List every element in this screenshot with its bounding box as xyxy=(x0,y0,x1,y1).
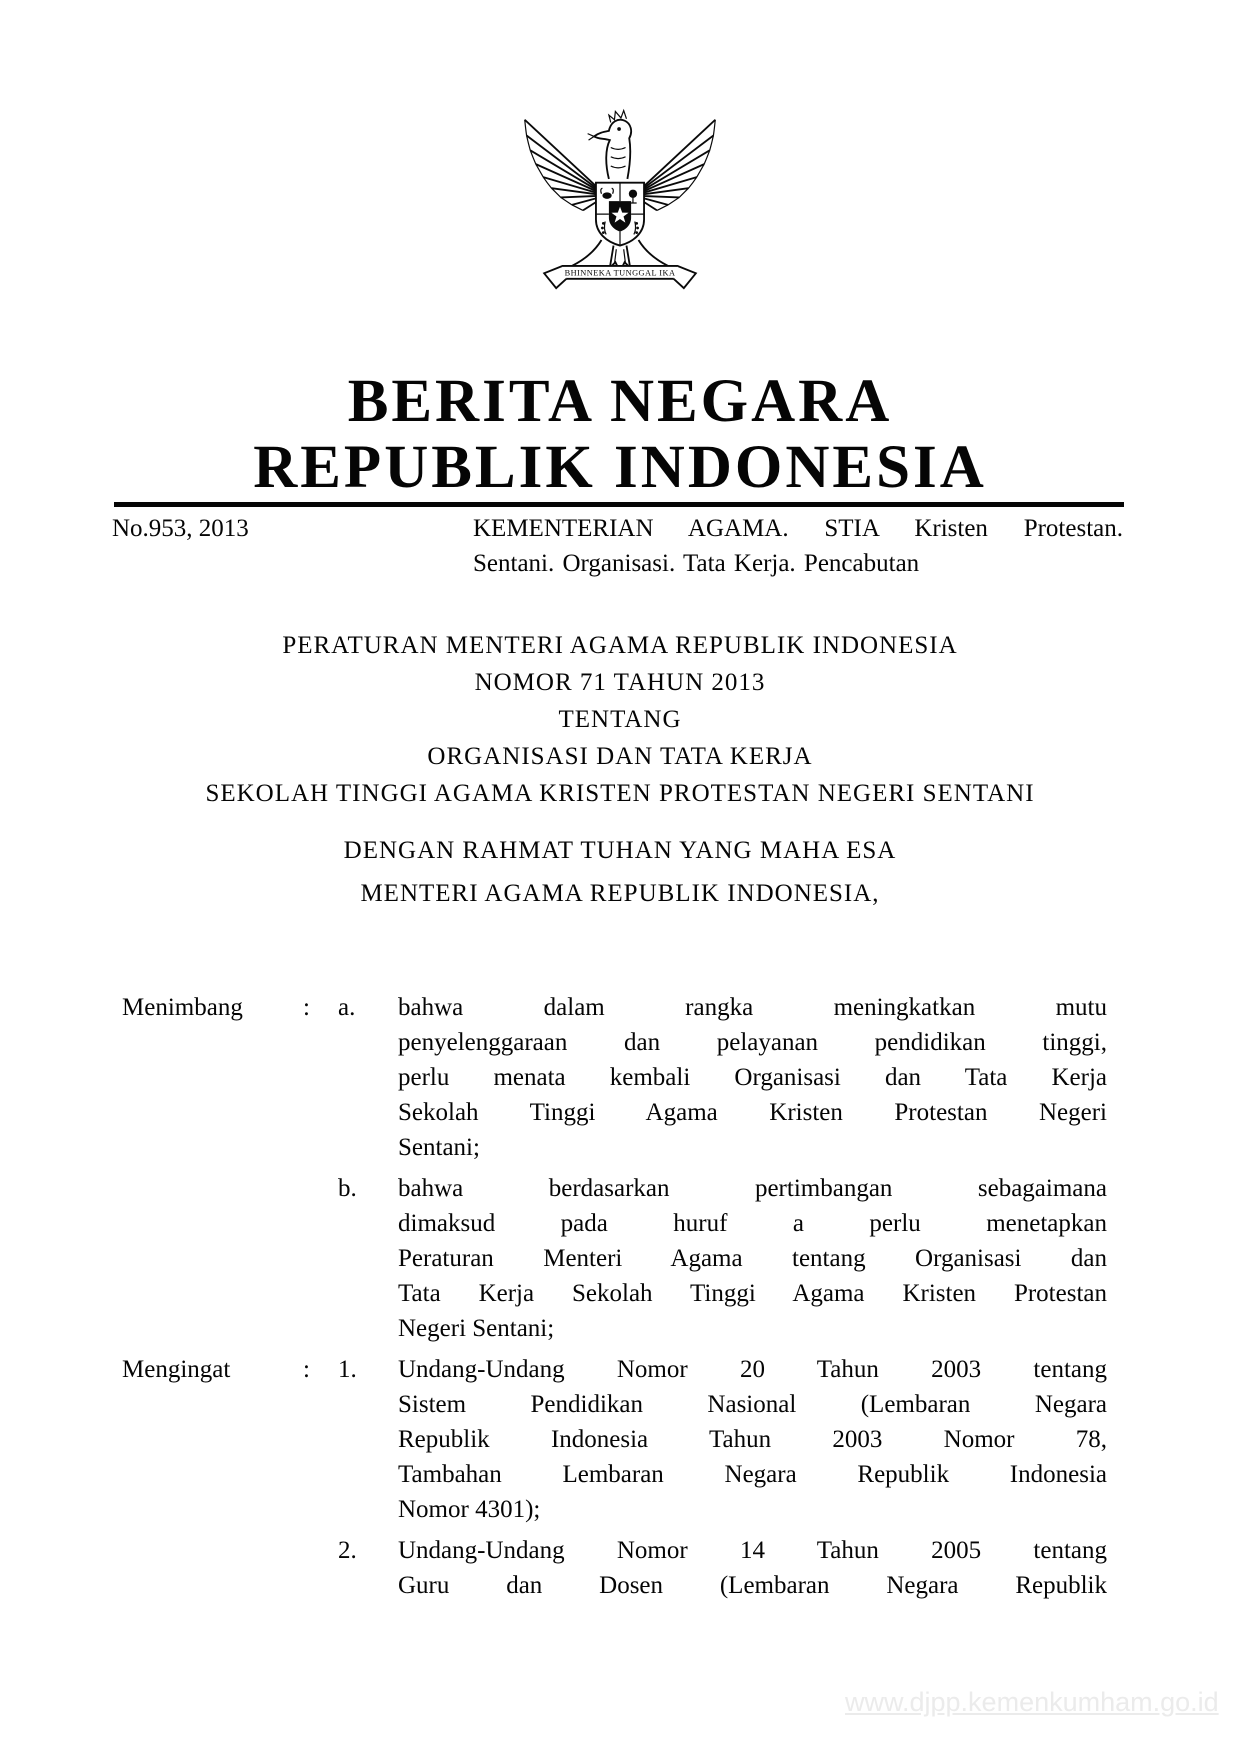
masthead-line: REPUBLIK INDONESIA xyxy=(253,434,987,501)
clause-text-line: Nomor 4301); xyxy=(398,1496,541,1523)
watermark-url: www.djpp.kemenkumham.go.id xyxy=(845,1687,1219,1717)
regulation-title-line: TENTANG xyxy=(558,706,682,733)
clause-text-line: Undang-Undang Nomor 14 Tahun 2005 tentang xyxy=(398,1537,1107,1564)
subject-line: Sentani. Organisasi. Tata Kerja. Pencabutan xyxy=(473,550,920,577)
garuda-pancasila-emblem xyxy=(518,92,722,314)
eagle-head xyxy=(588,111,632,179)
left-wing xyxy=(525,120,606,211)
clause-item-1 xyxy=(338,1352,1107,1527)
item-marker: 1. xyxy=(338,1356,357,1383)
clause-colon: : xyxy=(303,994,310,1021)
regulation-title-line: PERATURAN MENTERI AGAMA REPUBLIK INDONESIA xyxy=(282,632,958,659)
masthead-title xyxy=(0,369,1240,501)
subject-line: KEMENTERIAN AGAMA. STIA Kristen Protestan. xyxy=(473,515,1123,542)
subject-lines xyxy=(473,511,1123,581)
clause-label: Mengingat xyxy=(122,1356,231,1383)
clause-text-line: bahwa dalam rangka meningkatkan mutu xyxy=(398,994,1107,1021)
clause-item-2 xyxy=(338,1533,1107,1603)
clause-text-line: dimaksud pada huruf a perlu menetapkan xyxy=(398,1210,1107,1237)
clause-colon: : xyxy=(303,1356,310,1383)
masthead-divider-rule xyxy=(114,502,1124,507)
masthead-line: BERITA NEGARA xyxy=(347,368,893,435)
item-marker: b. xyxy=(338,1175,357,1202)
right-wing xyxy=(634,120,715,211)
pancasila-shield xyxy=(596,183,644,246)
invocation-line: MENTERI AGAMA REPUBLIK INDONESIA, xyxy=(360,880,880,907)
clause-text-line: Sistem Pendidikan Nasional (Lembaran Negara xyxy=(398,1391,1107,1418)
invocation xyxy=(0,829,1240,915)
clause-item-a xyxy=(338,990,1107,1165)
clause-text-line: Peraturan Menteri Agama tentang Organisasi dan xyxy=(398,1245,1107,1272)
invocation-line: DENGAN RAHMAT TUHAN YANG MAHA ESA xyxy=(343,837,897,864)
clause-section-mengingat xyxy=(122,1352,1107,1603)
clause-label: Menimbang xyxy=(122,994,243,1021)
clause-text-line: Republik Indonesia Tahun 2003 Nomor 78, xyxy=(398,1426,1107,1453)
clauses-body xyxy=(0,990,1240,1609)
clause-text-line: Sentani; xyxy=(398,1134,480,1161)
clause-text-line: Tata Kerja Sekolah Tinggi Agama Kristen Protestan xyxy=(398,1280,1107,1307)
clause-text-line: bahwa berdasarkan pertimbangan sebagaimana xyxy=(398,1175,1107,1202)
regulation-title-line: SEKOLAH TINGGI AGAMA KRISTEN PROTESTAN NEGERI SENTANI xyxy=(205,780,1035,807)
regulation-title-line: NOMOR 71 TAHUN 2013 xyxy=(474,669,766,696)
clause-text-line: Undang-Undang Nomor 20 Tahun 2003 tentang xyxy=(398,1356,1107,1383)
clause-text-line: Sekolah Tinggi Agama Kristen Protestan Negeri xyxy=(398,1099,1107,1126)
clause-section-menimbang xyxy=(122,990,1107,1346)
clause-text-line: Guru dan Dosen (Lembaran Negara Republik xyxy=(398,1572,1107,1599)
clause-item-b xyxy=(338,1171,1107,1346)
item-marker: 2. xyxy=(338,1537,357,1564)
regulation-title xyxy=(0,627,1240,812)
clause-text-line: Negeri Sentani; xyxy=(398,1315,555,1342)
clause-text-line: penyelenggaraan dan pelayanan pendidikan tinggi, xyxy=(398,1029,1107,1056)
clause-text-line: Tambahan Lembaran Negara Republik Indonesia xyxy=(398,1461,1107,1488)
bhinneka-tunggal-ika-banner xyxy=(544,266,696,288)
clause-text-line: perlu menata kembali Organisasi dan Tata Kerja xyxy=(398,1064,1107,1091)
emblem-motto: BHINNEKA TUNGGAL IKA xyxy=(564,268,676,278)
gazette-number: No.953, 2013 xyxy=(112,515,249,542)
regulation-title-line: ORGANISASI DAN TATA KERJA xyxy=(427,743,813,770)
item-marker: a. xyxy=(338,994,356,1021)
